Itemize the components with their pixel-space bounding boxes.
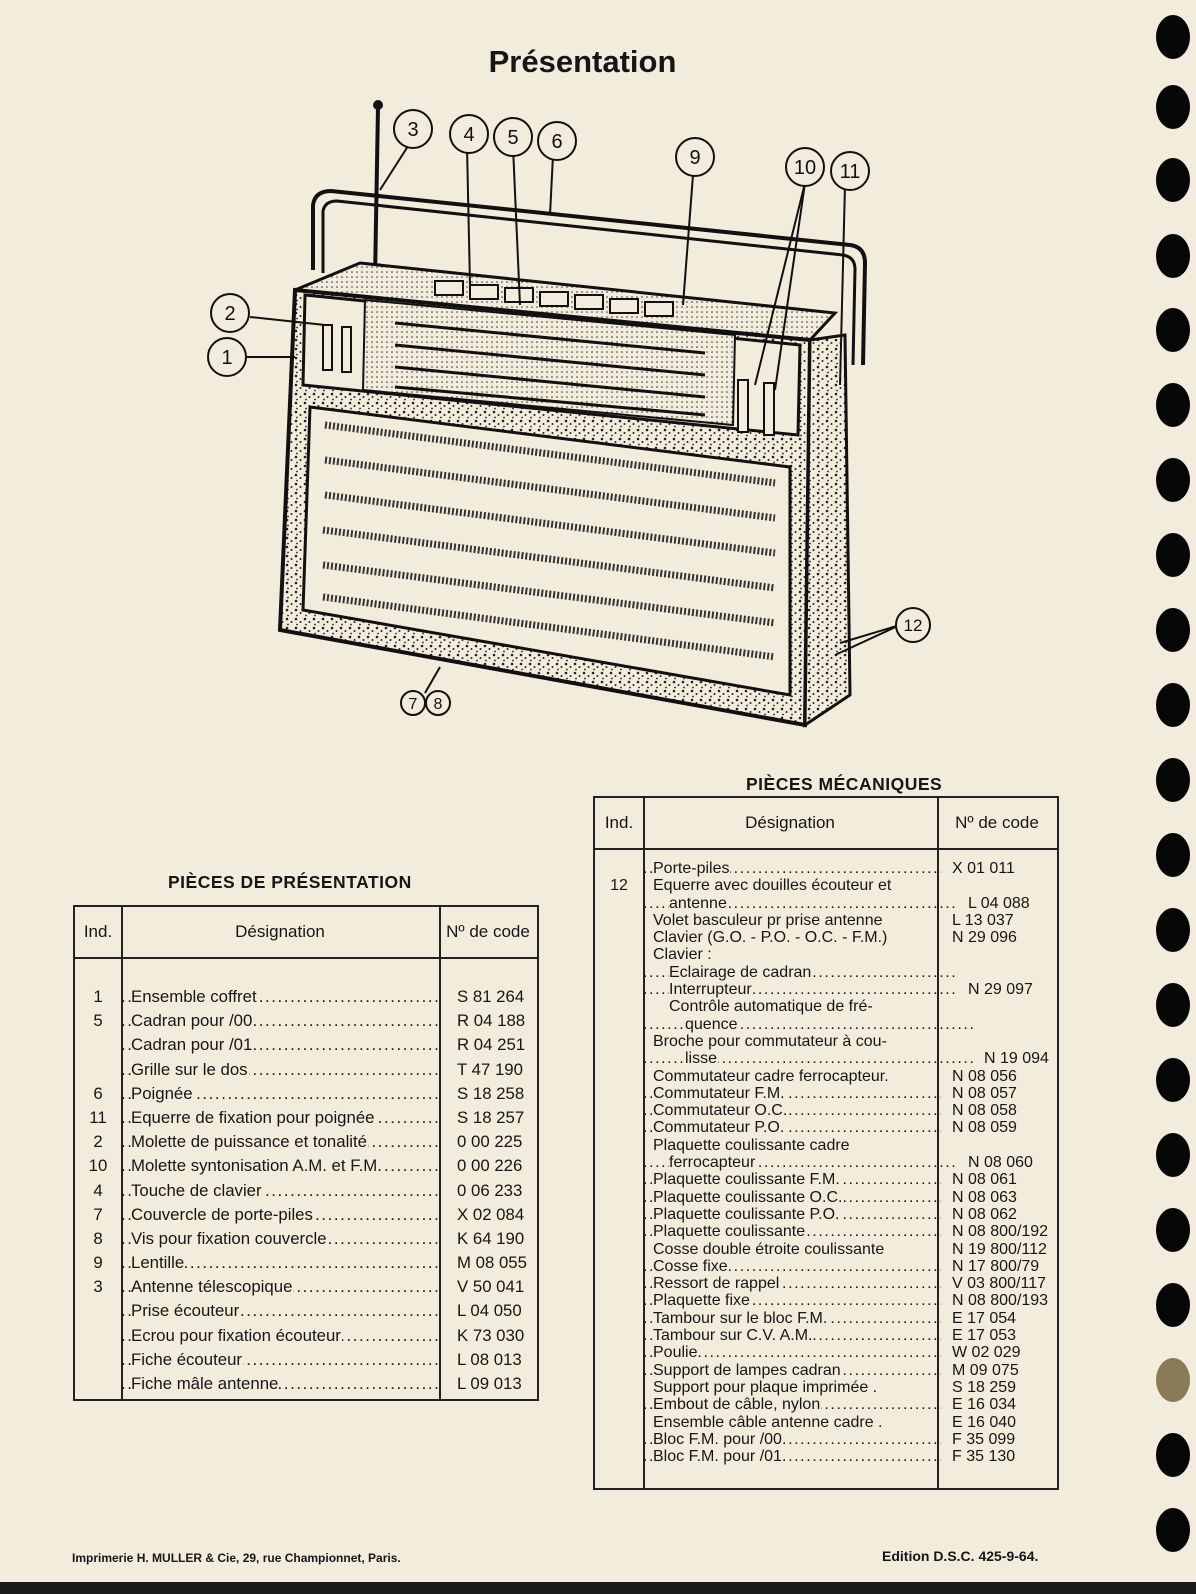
row-code: N 17 800/79 <box>952 1257 1040 1275</box>
table-row <box>595 1448 1057 1465</box>
row-code: K 64 190 <box>457 1228 525 1248</box>
row-designation: Poulie ..... <box>643 1344 941 1361</box>
table-row <box>595 1171 1057 1188</box>
callout-5: 5 <box>507 127 519 149</box>
row-designation: Embout de câble, nylon ..... <box>643 1396 941 1413</box>
row-designation: Cosse double étroite coulissante <box>653 1240 885 1258</box>
table-row <box>75 1181 537 1205</box>
table-row <box>75 1011 537 1035</box>
row-designation: lisse ..... <box>643 1050 973 1067</box>
table-row <box>595 1137 1057 1154</box>
row-designation: Eclairage de cadran ..... <box>643 964 957 981</box>
row-designation: Commutateur O.C. ..... <box>643 1102 941 1119</box>
callout-2: 2 <box>224 303 236 325</box>
row-designation: Interrupteur ..... <box>643 981 957 998</box>
table-header <box>75 907 537 959</box>
row-designation: Lentille ..... <box>121 1253 439 1273</box>
row-designation: Clavier : <box>653 946 712 964</box>
row-code: S 18 258 <box>457 1083 525 1103</box>
table-row <box>75 1156 537 1180</box>
row-designation: Prise écouteur ..... <box>121 1301 439 1321</box>
row-designation: Grille sur le dos ..... <box>121 1060 439 1080</box>
row-code: T 47 190 <box>457 1059 523 1079</box>
table-row <box>75 1035 537 1059</box>
callout-8: 8 <box>433 696 443 713</box>
table-row <box>75 1084 537 1108</box>
presentation-heading: PIÈCES DE PRÉSENTATION <box>168 872 412 892</box>
table-row <box>75 1060 537 1084</box>
row-designation: Ecrou pour fixation écouteur ..... <box>121 1326 439 1346</box>
table-header <box>595 798 1057 850</box>
row-designation: Equerre de fixation pour poignée ..... <box>121 1108 439 1128</box>
row-code: K 73 030 <box>457 1325 525 1345</box>
table-row <box>595 860 1057 877</box>
row-designation: antenne ..... <box>643 895 957 912</box>
row-designation: Vis pour fixation couvercle ..... <box>121 1229 439 1249</box>
row-designation: Commutateur P.O. ..... <box>643 1119 941 1136</box>
row-ind: 10 <box>88 1156 108 1176</box>
table-row <box>595 1258 1057 1275</box>
callout-9: 9 <box>689 147 701 169</box>
row-code: S 81 264 <box>457 987 525 1006</box>
row-code: L 04 050 <box>457 1301 522 1321</box>
row-designation: Ensemble coffret ..... <box>121 987 439 1007</box>
table-row <box>595 1189 1057 1206</box>
table-row <box>595 1275 1057 1292</box>
row-code: N 08 056 <box>952 1067 1017 1085</box>
table-row <box>75 1374 537 1398</box>
table-row <box>595 1033 1057 1050</box>
row-ind: 4 <box>93 1180 103 1200</box>
row-code: 0 00 225 <box>457 1132 523 1152</box>
table-row <box>75 1301 537 1325</box>
row-code: N 19 800/112 <box>952 1240 1047 1258</box>
table-row <box>595 877 1057 894</box>
presentation-rows <box>75 959 537 1398</box>
row-code: N 08 058 <box>952 1102 1017 1120</box>
table-row <box>595 1362 1057 1379</box>
mecaniques-table <box>593 796 1059 1490</box>
row-designation: Couvercle de porte-piles ..... <box>121 1205 439 1225</box>
table-row <box>595 1085 1057 1102</box>
table-row <box>75 1277 537 1301</box>
row-code: V 50 041 <box>457 1277 525 1297</box>
callout-11: 11 <box>839 161 861 183</box>
callout-10: 10 <box>793 157 817 179</box>
row-code: 0 06 233 <box>457 1180 523 1200</box>
row-code: E 16 034 <box>952 1396 1017 1414</box>
radio-illustration <box>195 95 935 735</box>
table-row <box>595 1206 1057 1223</box>
header-designation: Désignation <box>745 813 835 832</box>
row-ind: 11 <box>89 1107 107 1127</box>
row-code: R 04 188 <box>457 1011 526 1031</box>
table-row <box>595 1154 1057 1171</box>
row-designation: Cosse fixe ..... <box>643 1258 941 1275</box>
table-row <box>595 964 1057 981</box>
row-ind: 1 <box>93 987 103 1006</box>
row-designation: Touche de clavier ..... <box>121 1181 439 1201</box>
row-designation: Plaquette coulissante cadre <box>653 1136 850 1154</box>
row-code: X 01 011 <box>952 860 1015 877</box>
header-code: Nº de code <box>446 922 530 941</box>
row-code: N 08 800/193 <box>952 1292 1049 1310</box>
row-ind: 6 <box>93 1083 103 1103</box>
row-ind: 3 <box>93 1277 103 1297</box>
table-row <box>75 1350 537 1374</box>
row-designation: Cadran pour /01 ..... <box>121 1035 439 1055</box>
row-designation: Tambour sur le bloc F.M. ..... <box>643 1310 941 1327</box>
row-code: N 29 097 <box>968 981 1033 999</box>
row-code: W 02 029 <box>952 1344 1021 1362</box>
row-designation: Contrôle automatique de fré- <box>669 998 873 1016</box>
row-ind: 9 <box>93 1253 103 1273</box>
callout-1: 1 <box>221 347 233 369</box>
row-designation: Plaquette coulissante ..... <box>643 1223 941 1240</box>
row-designation: Poignée ..... <box>121 1084 439 1104</box>
row-code: N 08 059 <box>952 1119 1017 1137</box>
row-code: E 16 040 <box>952 1413 1017 1431</box>
row-code: F 35 099 <box>952 1430 1016 1448</box>
row-designation: Plaquette fixe ..... <box>643 1292 941 1309</box>
row-ind: 7 <box>93 1204 103 1224</box>
row-designation: Molette syntonisation A.M. et F.M. ..... <box>121 1156 439 1176</box>
table-row <box>595 1223 1057 1240</box>
table-row <box>75 1326 537 1350</box>
table-row <box>75 1229 537 1253</box>
row-designation: Support pour plaque imprimée . <box>653 1378 878 1396</box>
row-ind: 5 <box>93 1011 103 1031</box>
row-code: L 08 013 <box>457 1349 522 1369</box>
row-code: N 08 061 <box>952 1171 1017 1189</box>
table-row <box>595 981 1057 998</box>
row-designation: Volet basculeur pr prise antenne <box>653 911 883 929</box>
row-code: L 13 037 <box>952 911 1014 929</box>
table-row <box>595 1414 1057 1431</box>
header-code: Nº de code <box>955 813 1039 832</box>
row-designation: Fiche mâle antenne ..... <box>121 1374 439 1394</box>
row-ind: 12 <box>610 877 628 895</box>
row-designation: Cadran pour /00 ..... <box>121 1011 439 1031</box>
callout-7: 7 <box>408 696 418 713</box>
row-designation: Bloc F.M. pour /00 ..... <box>643 1431 941 1448</box>
edition-label: Edition D.S.C. 425-9-64. <box>882 1548 1039 1564</box>
header-ind: Ind. <box>83 922 113 941</box>
printer-credit: Imprimerie H. MULLER & Cie, 29, rue Championnet, Paris. <box>72 1551 401 1565</box>
page-title: Présentation <box>488 44 677 79</box>
row-designation: ferrocapteur ..... <box>643 1154 957 1171</box>
table-row <box>595 1119 1057 1136</box>
table-row <box>595 1431 1057 1448</box>
row-code: M 08 055 <box>457 1253 527 1273</box>
header-ind: Ind. <box>604 813 634 832</box>
row-code: E 17 054 <box>952 1309 1017 1327</box>
row-code: R 04 251 <box>457 1035 526 1055</box>
row-code: S 18 257 <box>457 1107 525 1127</box>
row-designation: Plaquette coulissante P.O. ..... <box>643 1206 941 1223</box>
callout-4: 4 <box>463 124 475 146</box>
row-designation: Commutateur cadre ferrocapteur. <box>653 1067 889 1085</box>
mecaniques-rows <box>595 850 1057 1465</box>
mecaniques-heading: PIÈCES MÉCANIQUES <box>746 774 943 794</box>
table-row <box>75 1108 537 1132</box>
row-designation: Tambour sur C.V. A.M. ..... <box>643 1327 941 1344</box>
table-row <box>595 1241 1057 1258</box>
row-ind: 2 <box>93 1132 103 1152</box>
table-row <box>595 929 1057 946</box>
row-code: N 29 096 <box>952 929 1017 947</box>
row-designation: quence ..... <box>643 1016 973 1033</box>
row-code: N 19 094 <box>984 1050 1049 1068</box>
row-code: M 09 075 <box>952 1361 1019 1379</box>
table-row <box>595 1327 1057 1344</box>
callout-12: 12 <box>903 616 923 635</box>
row-code: L 09 013 <box>457 1374 522 1393</box>
header-designation: Désignation <box>235 922 325 941</box>
row-designation: Ressort de rappel ..... <box>643 1275 941 1292</box>
table-row <box>595 912 1057 929</box>
row-designation: Plaquette coulissante F.M. ..... <box>643 1171 941 1188</box>
table-row <box>75 987 537 1011</box>
row-designation: Molette de puissance et tonalité ..... <box>121 1132 439 1152</box>
table-row <box>595 1068 1057 1085</box>
binder-holes <box>1136 0 1196 1594</box>
row-designation: Fiche écouteur ..... <box>121 1350 439 1370</box>
row-code: F 35 130 <box>952 1448 1016 1466</box>
callout-6: 6 <box>551 131 563 153</box>
page-edge <box>0 1582 1196 1594</box>
row-designation: Clavier (G.O. - P.O. - O.C. - F.M.) <box>653 929 888 947</box>
row-code: N 08 057 <box>952 1084 1017 1102</box>
table-row <box>595 946 1057 963</box>
row-ind: 8 <box>93 1228 103 1248</box>
row-code: N 08 063 <box>952 1188 1017 1206</box>
row-code: V 03 800/117 <box>952 1275 1047 1293</box>
row-code: N 08 060 <box>968 1154 1033 1172</box>
row-code: E 17 053 <box>952 1327 1017 1345</box>
row-code: S 18 259 <box>952 1378 1017 1396</box>
row-designation: Plaquette coulissante O.C. ..... <box>643 1189 941 1206</box>
table-row <box>595 1050 1057 1067</box>
table-row <box>75 1132 537 1156</box>
table-row <box>75 1253 537 1277</box>
table-row <box>595 1292 1057 1309</box>
row-code: N 08 800/192 <box>952 1223 1049 1241</box>
presentation-table <box>73 905 539 1401</box>
row-designation: Broche pour commutateur à cou- <box>653 1032 887 1050</box>
table-row <box>595 895 1057 912</box>
row-code: N 08 062 <box>952 1205 1017 1223</box>
row-code: X 02 084 <box>457 1204 525 1224</box>
row-designation: Support de lampes cadran ..... <box>643 1362 941 1379</box>
table-row <box>595 1016 1057 1033</box>
row-designation: Ensemble câble antenne cadre . <box>653 1413 883 1431</box>
row-designation: Antenne télescopique ..... <box>121 1277 439 1297</box>
row-designation: Equerre avec douilles écouteur et <box>653 877 892 895</box>
callout-3: 3 <box>407 119 419 141</box>
table-row <box>595 1379 1057 1396</box>
table-row <box>595 1310 1057 1327</box>
row-code: L 04 088 <box>968 894 1030 912</box>
row-designation: Commutateur F.M. ..... <box>643 1085 941 1102</box>
row-designation: Bloc F.M. pour /01 ..... <box>643 1448 941 1465</box>
table-row <box>595 1344 1057 1361</box>
table-row <box>75 1205 537 1229</box>
row-code: 0 00 226 <box>457 1156 523 1176</box>
table-row <box>595 998 1057 1015</box>
table-row <box>595 1396 1057 1413</box>
row-designation: Porte-piles ..... <box>643 860 941 877</box>
table-row <box>595 1102 1057 1119</box>
